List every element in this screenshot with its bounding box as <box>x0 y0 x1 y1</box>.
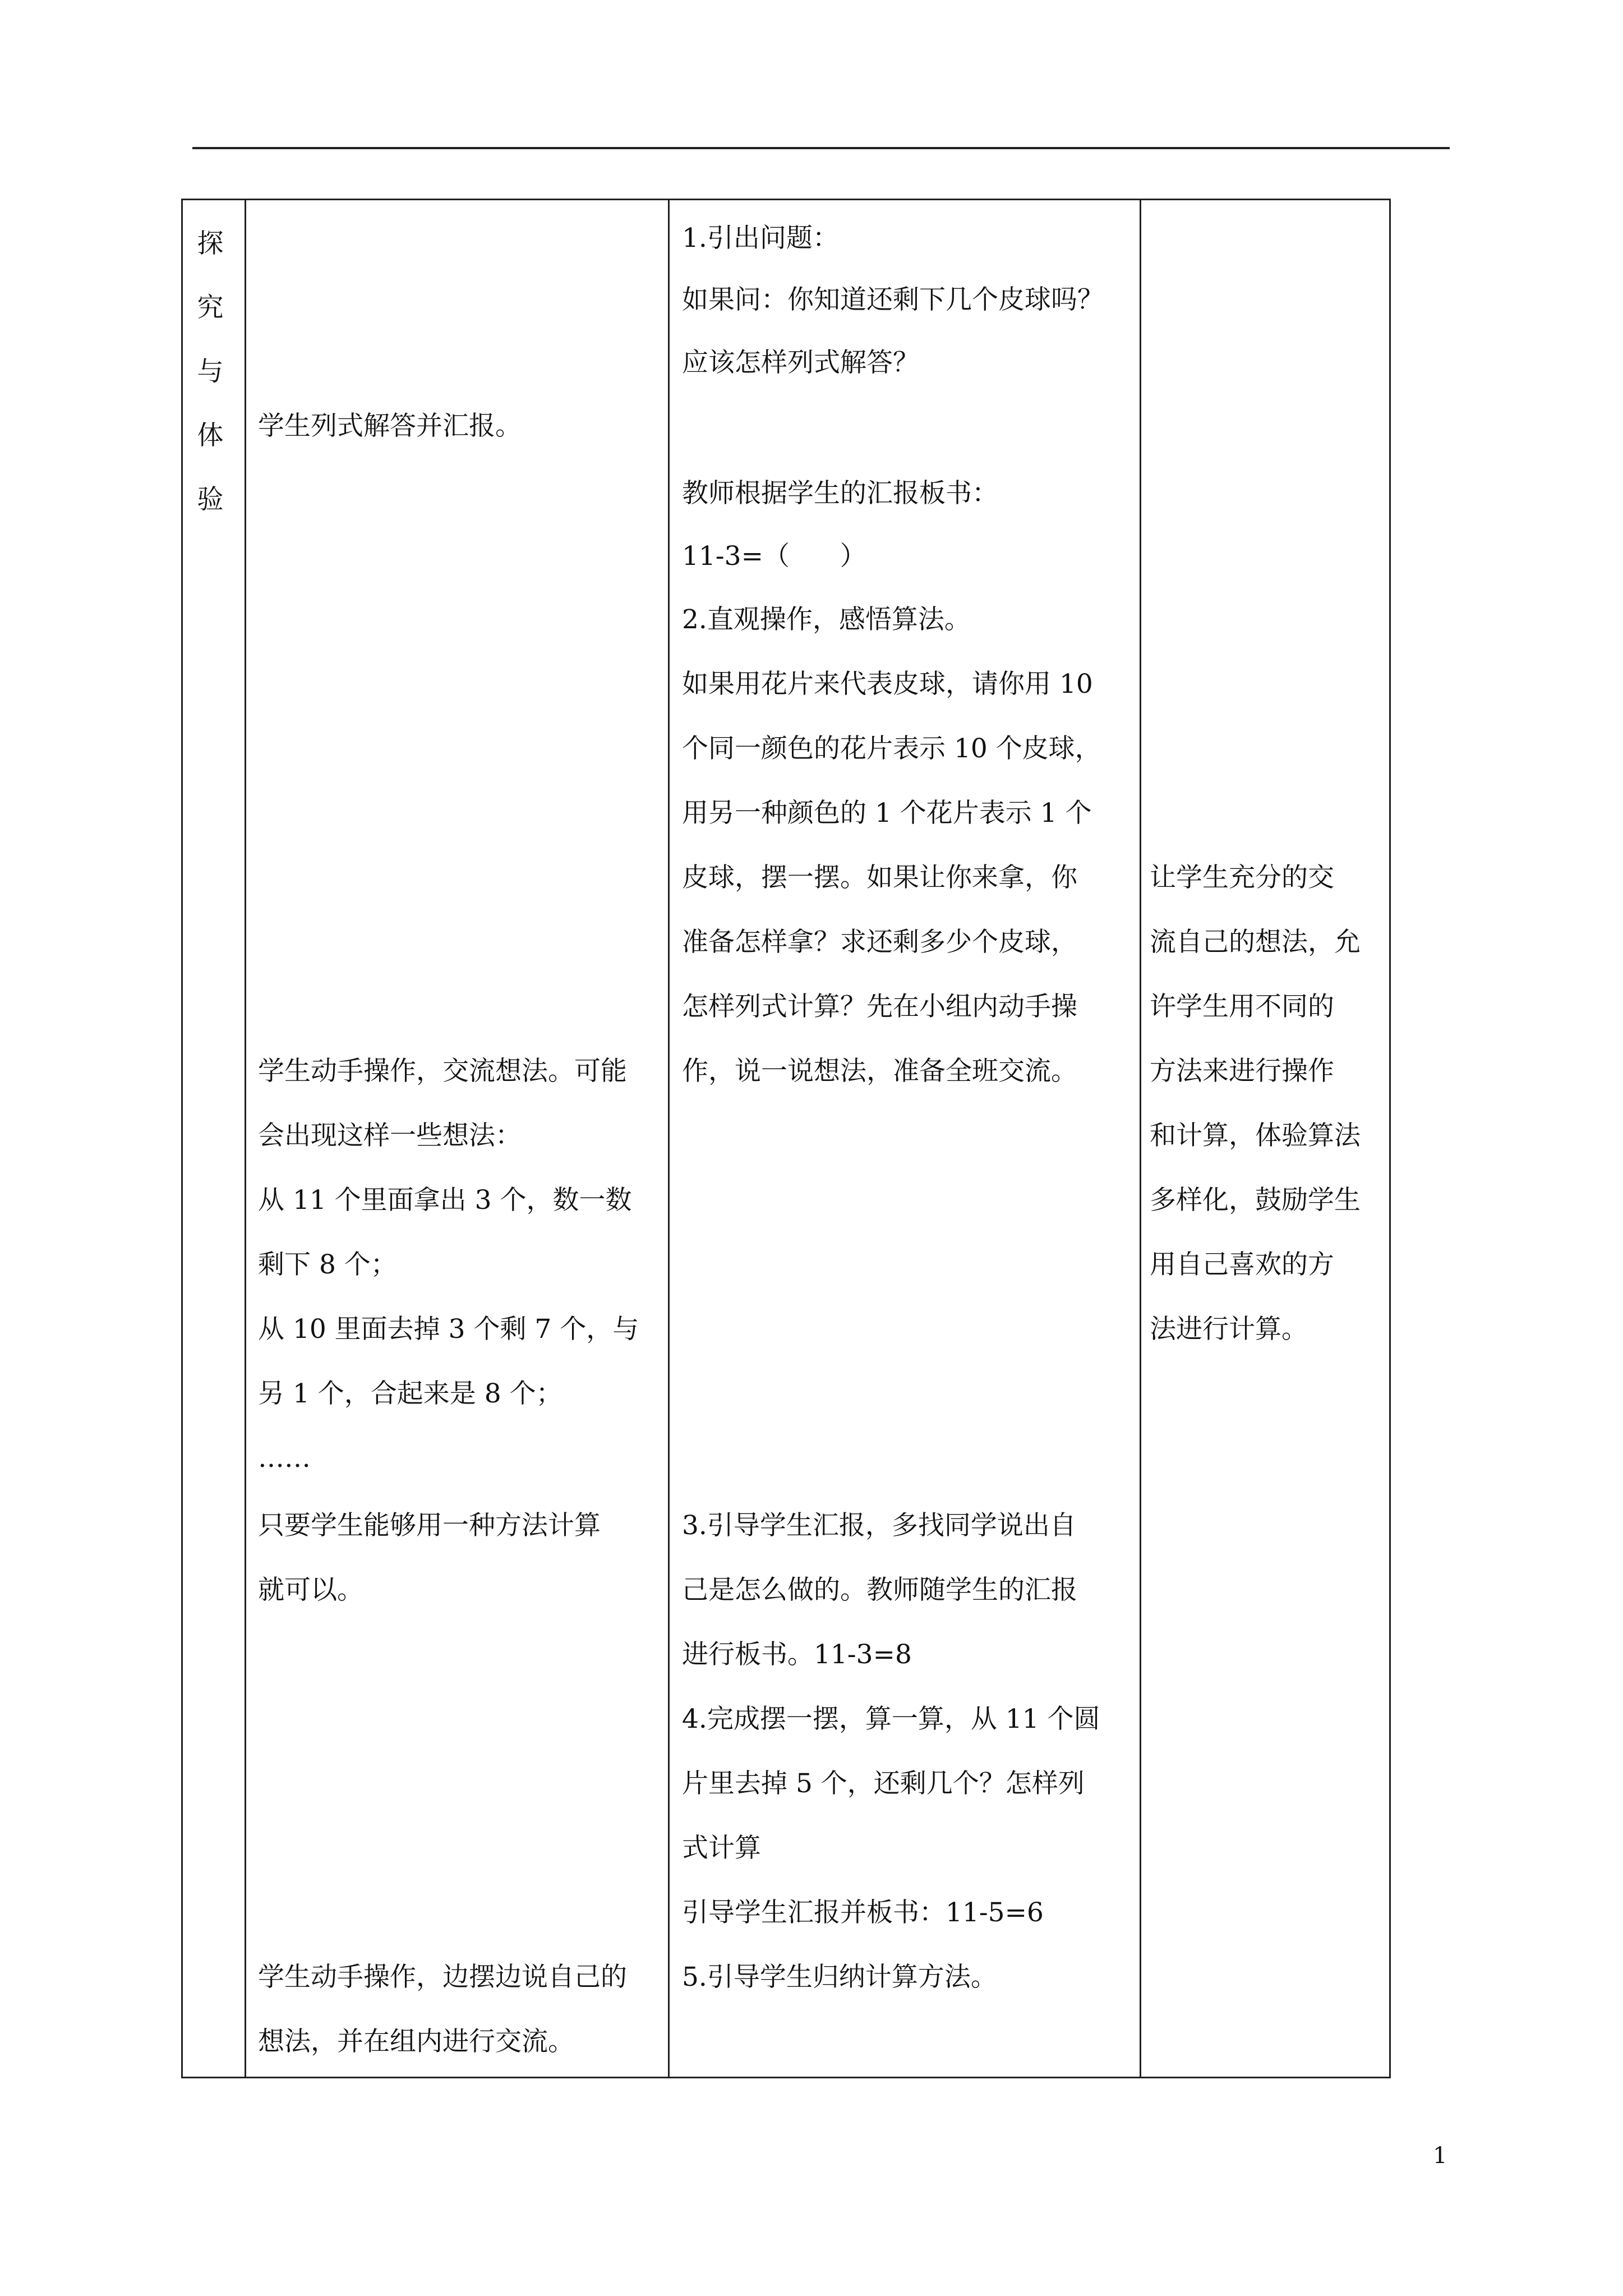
student-activity-line: 就可以。 <box>258 1575 363 1605</box>
student-activity-line: 会出现这样一些想法： <box>258 1120 522 1151</box>
teacher-activity-line: 1.引出问题： <box>682 223 839 254</box>
teacher-activity-line: 用另一种颜色的 1 个花片表示 1 个 <box>682 798 1092 829</box>
table-right-border <box>1389 199 1391 2078</box>
student-activity-line: …… <box>258 1443 311 1474</box>
section-label-char: 究 <box>197 292 224 323</box>
teacher-activity-line: 应该怎样列式解答？ <box>682 347 919 378</box>
student-activity-line: 剩下 8 个； <box>258 1249 397 1280</box>
design-intent-line: 让学生充分的交 <box>1150 862 1334 893</box>
design-intent-line: 和计算，体验算法 <box>1150 1120 1361 1151</box>
table-left-border <box>181 199 183 2078</box>
design-intent-line: 流自己的想法，允 <box>1150 927 1361 958</box>
student-activity-line: 学生动手操作，边摆边说自己的 <box>258 1962 627 1993</box>
table-divider-3 <box>1140 199 1141 2078</box>
design-intent-line: 方法来进行操作 <box>1150 1056 1334 1087</box>
teacher-activity-line: 3.引导学生汇报，多找同学说出自 <box>682 1510 1076 1541</box>
teacher-activity-line: 教师根据学生的汇报板书： <box>682 478 998 509</box>
table-divider-2 <box>668 199 670 2078</box>
teacher-activity-line: 个同一颜色的花片表示 10 个皮球， <box>682 733 1101 764</box>
table-bottom-border <box>181 2077 1391 2078</box>
section-label-char: 探 <box>197 228 224 259</box>
page-number: 1 <box>1433 2143 1447 2169</box>
section-label <box>193 212 227 532</box>
section-label-char: 体 <box>197 420 224 451</box>
teacher-activity-line: 进行板书。11-3=8 <box>682 1639 912 1670</box>
teacher-activity-line: 11-3=（ ） <box>682 541 866 572</box>
teacher-activity-line: 皮球，摆一摆。如果让你来拿，你 <box>682 862 1077 893</box>
design-intent-line: 用自己喜欢的方 <box>1150 1249 1334 1280</box>
student-activity-line: 只要学生能够用一种方法计算 <box>258 1510 601 1541</box>
table-top-border <box>181 199 1391 200</box>
student-activity-line: 另 1 个，合起来是 8 个； <box>258 1378 562 1409</box>
student-activity-line: 学生动手操作，交流想法。可能 <box>258 1056 627 1087</box>
student-activity-line: 从 10 里面去掉 3 个剩 7 个，与 <box>258 1314 639 1345</box>
teacher-activity-line: 2.直观操作，感悟算法。 <box>682 604 971 635</box>
design-intent-line: 许学生用不同的 <box>1150 991 1334 1022</box>
design-intent-line: 多样化，鼓励学生 <box>1150 1185 1361 1216</box>
student-activity-line: 想法，并在组内进行交流。 <box>258 2026 574 2057</box>
header-rule <box>192 147 1450 149</box>
teacher-activity-line: 己是怎么做的。教师随学生的汇报 <box>682 1575 1077 1605</box>
teacher-activity-line: 引导学生汇报并板书：11-5=6 <box>682 1897 1044 1928</box>
teacher-activity-line: 作，说一说想法，准备全班交流。 <box>682 1056 1077 1087</box>
student-activity-line: 从 11 个里面拿出 3 个，数一数 <box>258 1185 632 1216</box>
teacher-activity-line: 片里去掉 5 个，还剩几个？怎样列 <box>682 1768 1085 1799</box>
table-divider-1 <box>245 199 246 2078</box>
section-label-char: 与 <box>197 356 224 387</box>
teacher-activity-line: 4.完成摆一摆，算一算，从 11 个圆 <box>682 1704 1100 1734</box>
student-activity-line: 学生列式解答并汇报。 <box>258 411 522 441</box>
design-intent-line: 法进行计算。 <box>1150 1314 1308 1345</box>
teacher-activity-line: 5.引导学生归纳计算方法。 <box>682 1962 997 1993</box>
teacher-activity-line: 准备怎样拿？求还剩多少个皮球， <box>682 927 1077 958</box>
teacher-activity-line: 如果用花片来代表皮球，请你用 10 <box>682 669 1093 700</box>
teacher-activity-line: 式计算 <box>682 1833 761 1864</box>
teacher-activity-line: 如果问：你知道还剩下几个皮球吗？ <box>682 284 1104 315</box>
teacher-activity-line: 怎样列式计算？先在小组内动手操 <box>682 991 1077 1022</box>
section-label-char: 验 <box>197 484 224 515</box>
